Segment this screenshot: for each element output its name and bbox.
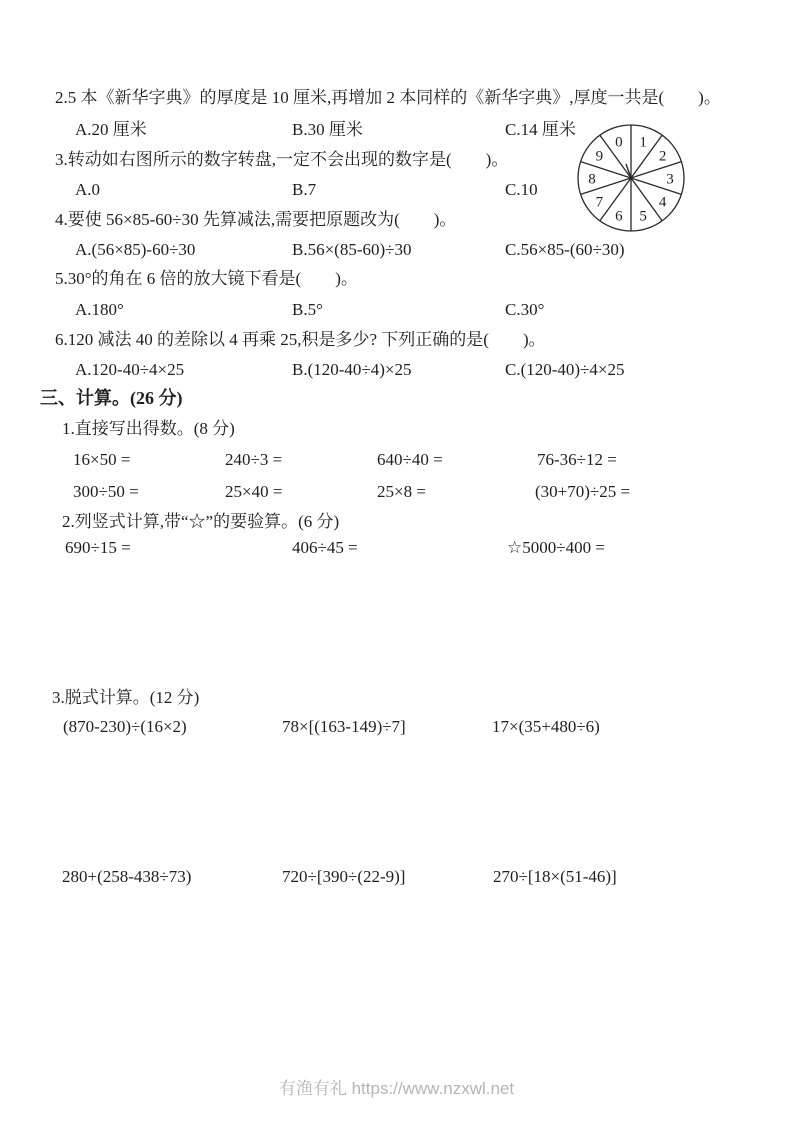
- mental-math-expression: 16×50 =: [73, 450, 131, 469]
- column-method-expression: 690÷15 =: [65, 538, 131, 557]
- spinner-number: 4: [658, 194, 667, 211]
- spinner-number: 3: [666, 171, 674, 188]
- section-3-item-1-title: 1.直接写出得数。(8 分): [62, 419, 235, 438]
- question-5-text: 5.30°的角在 6 倍的放大镜下看是( )。: [55, 269, 358, 288]
- column-method-expression: ☆5000÷400 =: [507, 538, 605, 557]
- spinner-pointer-icon: [626, 164, 631, 178]
- mental-math-expression: 76-36÷12 =: [537, 450, 617, 469]
- mental-math-expression: 640÷40 =: [377, 450, 443, 469]
- question-3-text: 3.转动如右图所示的数字转盘,一定不会出现的数字是( )。: [55, 150, 509, 169]
- mental-math-expression: 300÷50 =: [73, 482, 139, 501]
- question-5-option-c: C.30°: [505, 300, 545, 319]
- mental-math-expression: 25×8 =: [377, 482, 426, 501]
- spinner-sector-line: [631, 178, 681, 194]
- step-by-step-expression: 720÷[390÷(22-9)]: [282, 867, 406, 886]
- column-method-expression: 406÷45 =: [292, 538, 358, 557]
- question-4-text: 4.要使 56×85-60÷30 先算减法,需要把原题改为( )。: [55, 210, 457, 229]
- spinner-number: 0: [615, 134, 623, 151]
- question-5-option-a: A.180°: [75, 300, 124, 319]
- spinner-number: 2: [658, 148, 667, 165]
- question-4-option-a: A.(56×85)-60÷30: [75, 240, 196, 259]
- step-by-step-expression: 17×(35+480÷6): [492, 717, 600, 736]
- step-by-step-expression: 280+(258-438÷73): [62, 867, 192, 886]
- question-6-text: 6.120 减法 40 的差除以 4 再乘 25,积是多少? 下列正确的是( )。: [55, 330, 546, 349]
- step-by-step-expression: (870-230)÷(16×2): [63, 717, 187, 736]
- question-6-option-b: B.(120-40÷4)×25: [292, 360, 412, 379]
- question-2-option-b: B.30 厘米: [292, 120, 363, 139]
- question-4-option-c: C.56×85-(60÷30): [505, 240, 625, 259]
- mental-math-expression: (30+70)÷25 =: [535, 482, 631, 501]
- mental-math-expression: 25×40 =: [225, 482, 283, 501]
- step-by-step-expression: 78×[(163-149)÷7]: [282, 717, 406, 736]
- question-3-option-c: C.10: [505, 180, 538, 199]
- spinner-sector-line: [631, 162, 681, 178]
- question-6-option-c: C.(120-40)÷4×25: [505, 360, 625, 379]
- spinner-number: 5: [639, 208, 647, 225]
- spinner-number: 7: [595, 194, 604, 211]
- question-3-option-b: B.7: [292, 180, 317, 199]
- spinner-number: 8: [588, 171, 596, 188]
- section-3-item-2-title: 2.列竖式计算,带“☆”的要验算。(6 分): [62, 512, 340, 531]
- section-3-item-3-title: 3.脱式计算。(12 分): [52, 688, 200, 707]
- question-2-option-c: C.14 厘米: [505, 120, 576, 139]
- question-2-text: 2.5 本《新华字典》的厚度是 10 厘米,再增加 2 本同样的《新华字典》,厚度一共是( )。: [55, 88, 721, 107]
- spinner-number: 6: [615, 208, 623, 225]
- spinner-number: 9: [595, 148, 604, 165]
- question-5-option-b: B.5°: [292, 300, 323, 319]
- mental-math-expression: 240÷3 =: [225, 450, 283, 469]
- question-2-option-a: A.20 厘米: [75, 120, 147, 139]
- question-6-option-a: A.120-40÷4×25: [75, 360, 185, 379]
- step-by-step-expression: 270÷[18×(51-46)]: [493, 867, 617, 886]
- footer-watermark: 有渔有礼 https://www.nzxwl.net: [278, 1079, 515, 1098]
- question-4-option-b: B.56×(85-60)÷30: [292, 240, 412, 259]
- spinner-number: 1: [639, 134, 647, 151]
- number-spinner-figure: [575, 122, 687, 234]
- question-3-option-a: A.0: [75, 180, 101, 199]
- section-3-title: 三、计算。(26 分): [40, 388, 183, 408]
